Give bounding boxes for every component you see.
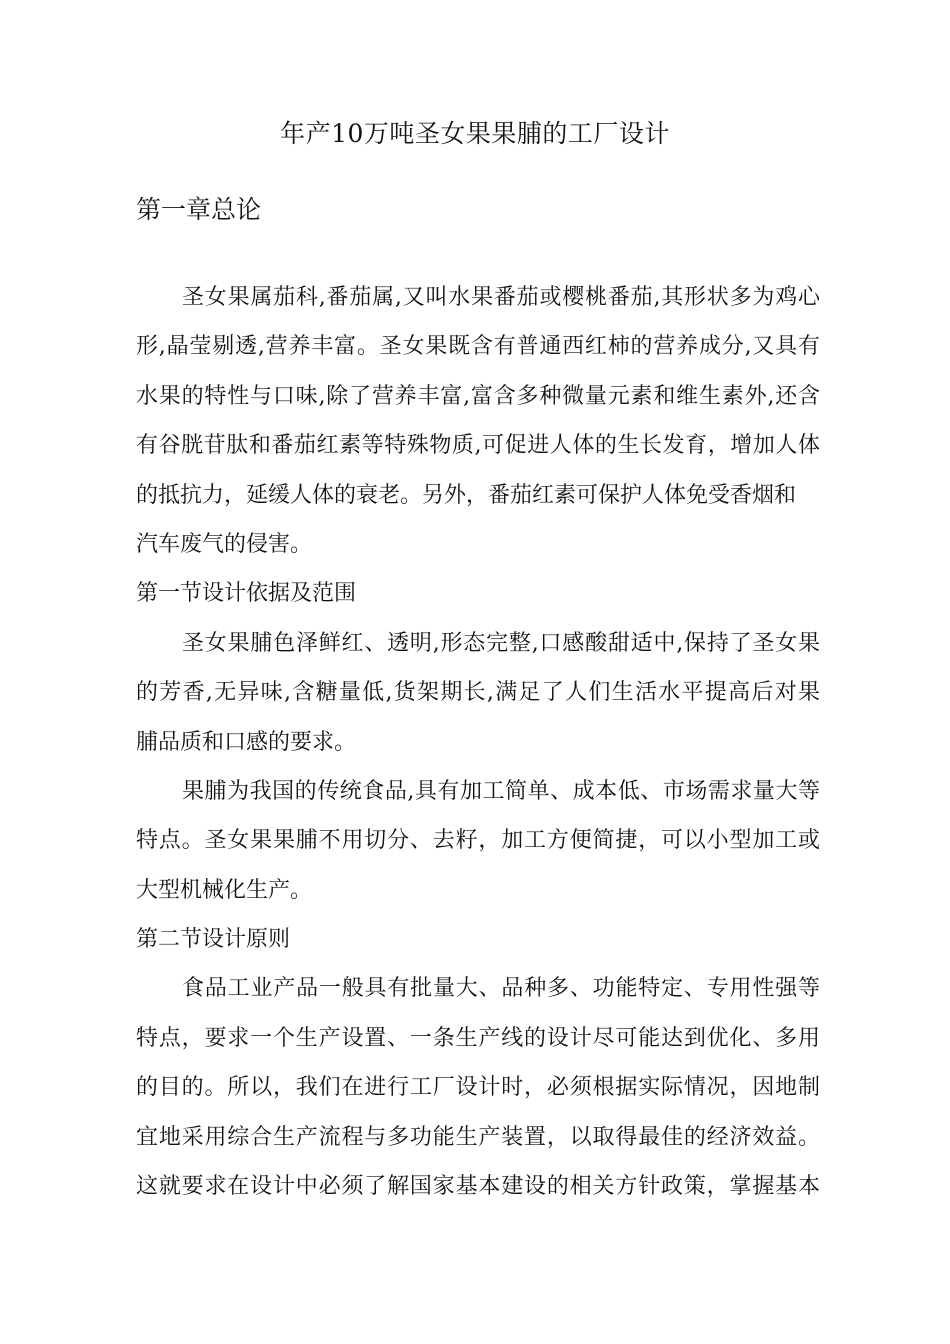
paragraph-line: 形,晶莹剔透,营养丰富。圣女果既含有普通西红柿的营养成分,又具有 bbox=[136, 334, 820, 360]
paragraph-line: 脯品质和口感的要求。 bbox=[136, 729, 357, 755]
section-heading: 第一节设计依据及范围 bbox=[136, 581, 357, 607]
paragraph-line: 特点。圣女果果脯不用切分、去籽，加工方便简捷，可以小型加工或 bbox=[136, 828, 820, 854]
paragraph-line: 圣女果属茄科,番茄属,又叫水果番茄或樱桃番茄,其形状多为鸡心 bbox=[182, 285, 820, 310]
paragraph-line: 宜地采用综合生产流程与多功能生产装置，以取得最佳的经济效益。 bbox=[136, 1124, 820, 1150]
document-title: 年产10万吨圣女果果脯的工厂设计 bbox=[280, 119, 670, 148]
paragraph-line: 食品工业产品一般具有批量大、品种多、功能特定、专用性强等 bbox=[182, 976, 820, 1002]
paragraph-line: 水果的特性与口味,除了营养丰富,富含多种微量元素和维生素外,还含 bbox=[136, 383, 820, 409]
paragraph-line: 大型机械化生产。 bbox=[136, 877, 313, 903]
section-heading: 第二节设计原则 bbox=[136, 927, 291, 953]
paragraph-line: 汽车废气的侵害。 bbox=[136, 531, 313, 557]
paragraph-line: 的芳香,无异味,含糖量低,货架期长,满足了人们生活水平提高后对果 bbox=[136, 680, 820, 706]
chapter-heading: 第一章总论 bbox=[136, 195, 262, 224]
document-body bbox=[136, 273, 820, 1211]
paragraph-line: 果脯为我国的传统食品,具有加工简单、成本低、市场需求量大等 bbox=[182, 778, 820, 804]
paragraph-line: 这就要求在设计中必须了解国家基本建设的相关方针政策，掌握基本 bbox=[136, 1174, 820, 1200]
paragraph-line: 有谷胱苷肽和番茄红素等特殊物质,可促进人体的生长发育，增加人体 bbox=[136, 433, 820, 459]
paragraph-line: 特点，要求一个生产设置、一条生产线的设计尽可能达到优化、多用 bbox=[136, 1025, 820, 1051]
paragraph-line: 圣女果脯色泽鲜红、透明,形态完整,口感酸甜适中,保持了圣女果 bbox=[182, 630, 820, 656]
paragraph-line: 的抵抗力，延缓人体的衰老。另外，番茄红素可保护人体免受香烟和 bbox=[136, 482, 797, 508]
paragraph-line: 的目的。所以，我们在进行工厂设计时，必须根据实际情况，因地制 bbox=[136, 1075, 820, 1101]
